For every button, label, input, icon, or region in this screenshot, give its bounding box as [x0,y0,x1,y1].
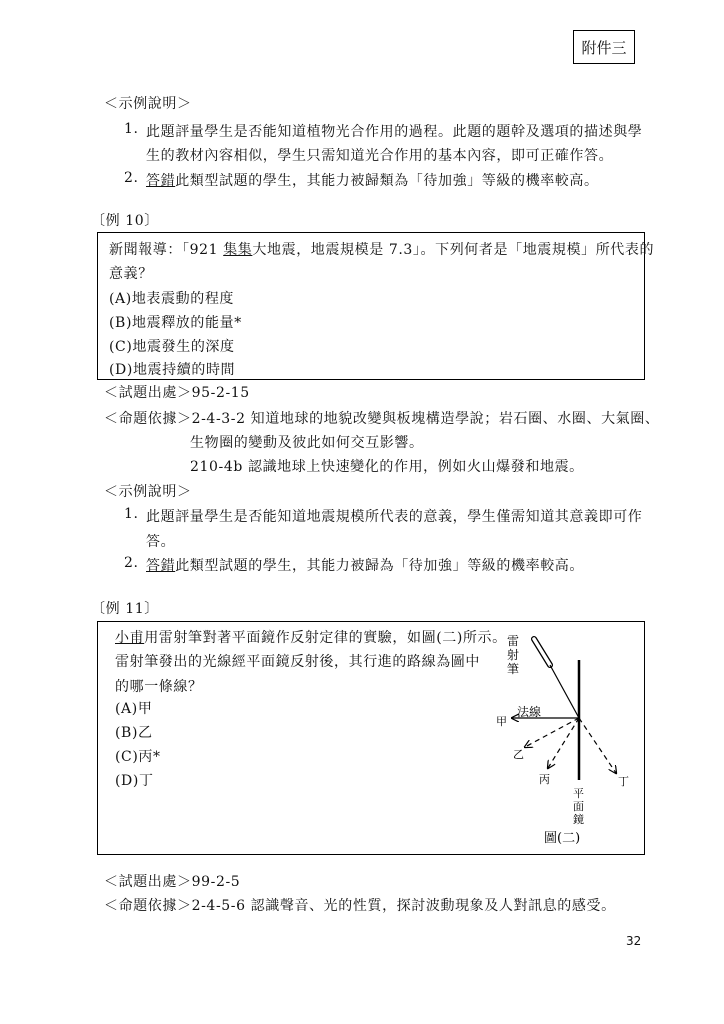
question-basis: 生物圈的變動及彼此如何交互影響。 [190,435,424,451]
mirror-label: 鏡 [573,813,584,826]
mirror-label: 面 [573,800,584,813]
item-text: 生的教材內容相似，學生只需知道光合作用的基本內容，即可正確作答。 [146,148,614,164]
option-a: (A)甲 [115,701,153,717]
item-text: 答。 [146,534,176,550]
option-a: (A)地表震動的程度 [109,291,235,307]
attachment-tag: 附件三 [573,30,635,64]
option-c: (C)地震發生的深度 [109,339,235,355]
item-number: 2. [124,555,139,571]
laser-pen-icon [534,639,550,665]
question-text: 雷射筆發出的光線經平面鏡反射後，其行進的路線為圖中 [115,654,480,670]
reflection-diagram [490,625,640,850]
item-text [146,555,584,575]
example-heading: ＜示例說明＞ [104,484,192,500]
question-source: ＜試題出處＞95-2-15 [104,385,250,401]
normal-label: 法線 [517,705,542,719]
item-text-rest: 此類型試題的學生，其能力被歸為「待加強」等級的機率較高。 [175,558,585,574]
question-basis: ＜命題依據＞2-4-5-6 認識聲音、光的性質，探討波動現象及人對訊息的感受。 [104,898,616,914]
underlined-term: 小甫 [115,630,145,646]
ray-label-jia: 甲 [496,715,507,728]
option-b: (B)乙 [115,725,153,741]
item-number: 1. [124,121,139,137]
question-text: 意義？ [109,266,153,282]
question-source: ＜試題出處＞99-2-5 [104,874,241,890]
ray-bing [548,718,579,768]
figure-caption: 圖(二) [544,831,581,846]
laser-label: 射 [507,648,520,662]
option-d: (D)丁 [115,773,154,789]
option-b: (B)地震釋放的能量* [109,315,242,331]
question-text-post: 用雷射筆對著平面鏡作反射定律的實驗，如圖(二)所示。 [144,630,507,646]
item-number: 2. [124,170,139,186]
ray-label-yi: 乙 [513,748,524,761]
ray-label-bing: 丙 [539,773,550,786]
item-text-rest: 此類型試題的學生，其能力被歸類為「待加強」等級的機率較高。 [175,173,599,189]
laser-label: 雷 [507,634,520,648]
example-heading: ＜示例說明＞ [104,96,192,112]
page-number: 32 [626,934,642,948]
question-text-post: 大地震，地震規模是 7.3」。下列何者是「地震規模」所代表的 [252,242,655,258]
question-text [115,627,507,647]
question-basis: 210-4b 認識地球上快速變化的作用，例如火山爆發和地震。 [190,459,584,475]
question-text: 的哪一條線？ [115,679,203,695]
mirror-label: 平 [573,787,584,800]
option-c: (C)丙* [115,749,161,765]
underlined-term: 答錯 [146,558,176,574]
ray-ding [579,718,616,773]
item-text: 此題評量學生是否能知道植物光合作用的過程。此題的題幹及選項的描述與學 [146,124,643,140]
underlined-term: 答錯 [146,173,176,189]
underlined-term: 集集 [223,242,253,258]
incident-ray [550,665,579,718]
example-label: 〔例 10〕 [91,213,159,229]
laser-label: 筆 [507,662,520,676]
item-text: 此題評量學生是否能知道地震規模所代表的意義，學生僅需知道其意義即可作 [146,509,643,525]
question-text [109,239,654,259]
ray-label-ding: 丁 [618,775,629,788]
example-label: 〔例 11〕 [91,601,159,617]
option-d: (D)地震持續的時間 [109,362,236,378]
item-text [146,170,599,190]
question-basis: ＜命題依據＞2-4-3-2 知道地球的地貌改變與板塊構造學說；岩石圈、水圈、大氣圈、 [104,411,660,427]
item-number: 1. [124,506,139,522]
question-text-pre: 新聞報導：「921 [109,242,219,258]
ray-yi [525,718,579,747]
